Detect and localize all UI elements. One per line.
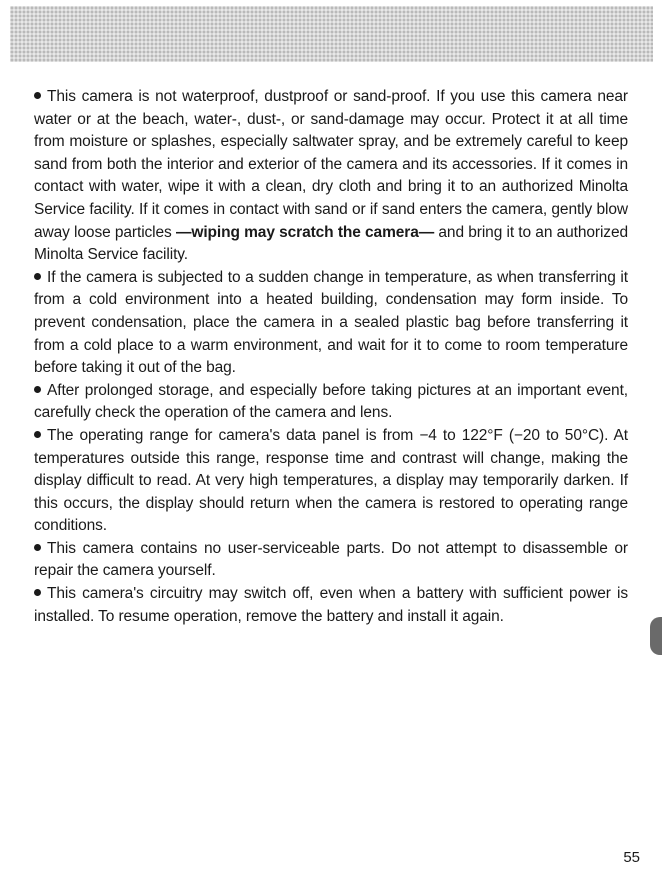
page-number: 55 xyxy=(623,849,640,866)
header-band xyxy=(10,6,653,62)
paragraph-text: This camera's circuitry may switch off, even when a battery with sufficient power is installed. To resume operation, remove the battery and install it again. xyxy=(34,585,628,625)
paragraph-text: This camera is not waterproof, dustproof or sand-proof. If you use this camera near water or at the beach, water-, dust-, or sand-damage may occur. Protect it at all time from moisture or splashes, especially saltwater spray, and be extremely careful to keep sand from both the interior and exterior of the camera and its accessories. If it comes in contact with water, wipe it with a clean, dry cloth and bring it to an authorized Minolta Service facility. If it comes in contact with sand or if sand enters the camera, gently blow away loose particles xyxy=(34,88,628,241)
paragraph-condensation xyxy=(34,267,628,380)
bullet-icon xyxy=(34,544,41,551)
paragraph-text-tail: and bring it to an authorized Minolta Service facility. xyxy=(34,223,628,264)
paragraph-storage xyxy=(34,380,628,425)
paragraph-circuitry xyxy=(34,583,628,628)
paragraph-text: This camera contains no user-serviceable parts. Do not attempt to disassemble or repair the camera yourself. xyxy=(34,539,628,580)
paragraph-text: If the camera is subjected to a sudden change in temperature, as when transferring it from a cold environment into a heated building, condensation may form inside. To prevent condensation, place the camera in a sealed plastic bag before transferring it from a cold place to a warm environment, and wait for it to come to room temperature before taking it out of the bag. xyxy=(34,268,628,377)
bullet-icon xyxy=(34,386,41,393)
bullet-icon xyxy=(34,589,41,596)
paragraph-waterproof xyxy=(34,86,628,267)
notes-body xyxy=(34,86,628,628)
bullet-icon xyxy=(34,431,41,438)
warning-text: —wiping may scratch the camera— xyxy=(175,223,435,241)
paragraph-text: The operating range for camera's data panel is from −4 to 122°F (−20 to 50°C). At temperatures outside this range, response time and contrast will change, making the display difficult to read. At very high temperatures, a display may temporarily darken. If this occurs, the display should return when the camera is restored to operating range conditions. xyxy=(34,426,628,535)
bullet-icon xyxy=(34,273,41,280)
paragraph-text: After prolonged storage, and especially before taking pictures at an important event, carefully check the operation of the camera and lens. xyxy=(34,381,628,422)
paragraph-service xyxy=(34,538,628,583)
paragraph-temperature xyxy=(34,425,628,538)
bullet-icon xyxy=(34,92,41,99)
thumb-tab-marker xyxy=(650,617,662,655)
